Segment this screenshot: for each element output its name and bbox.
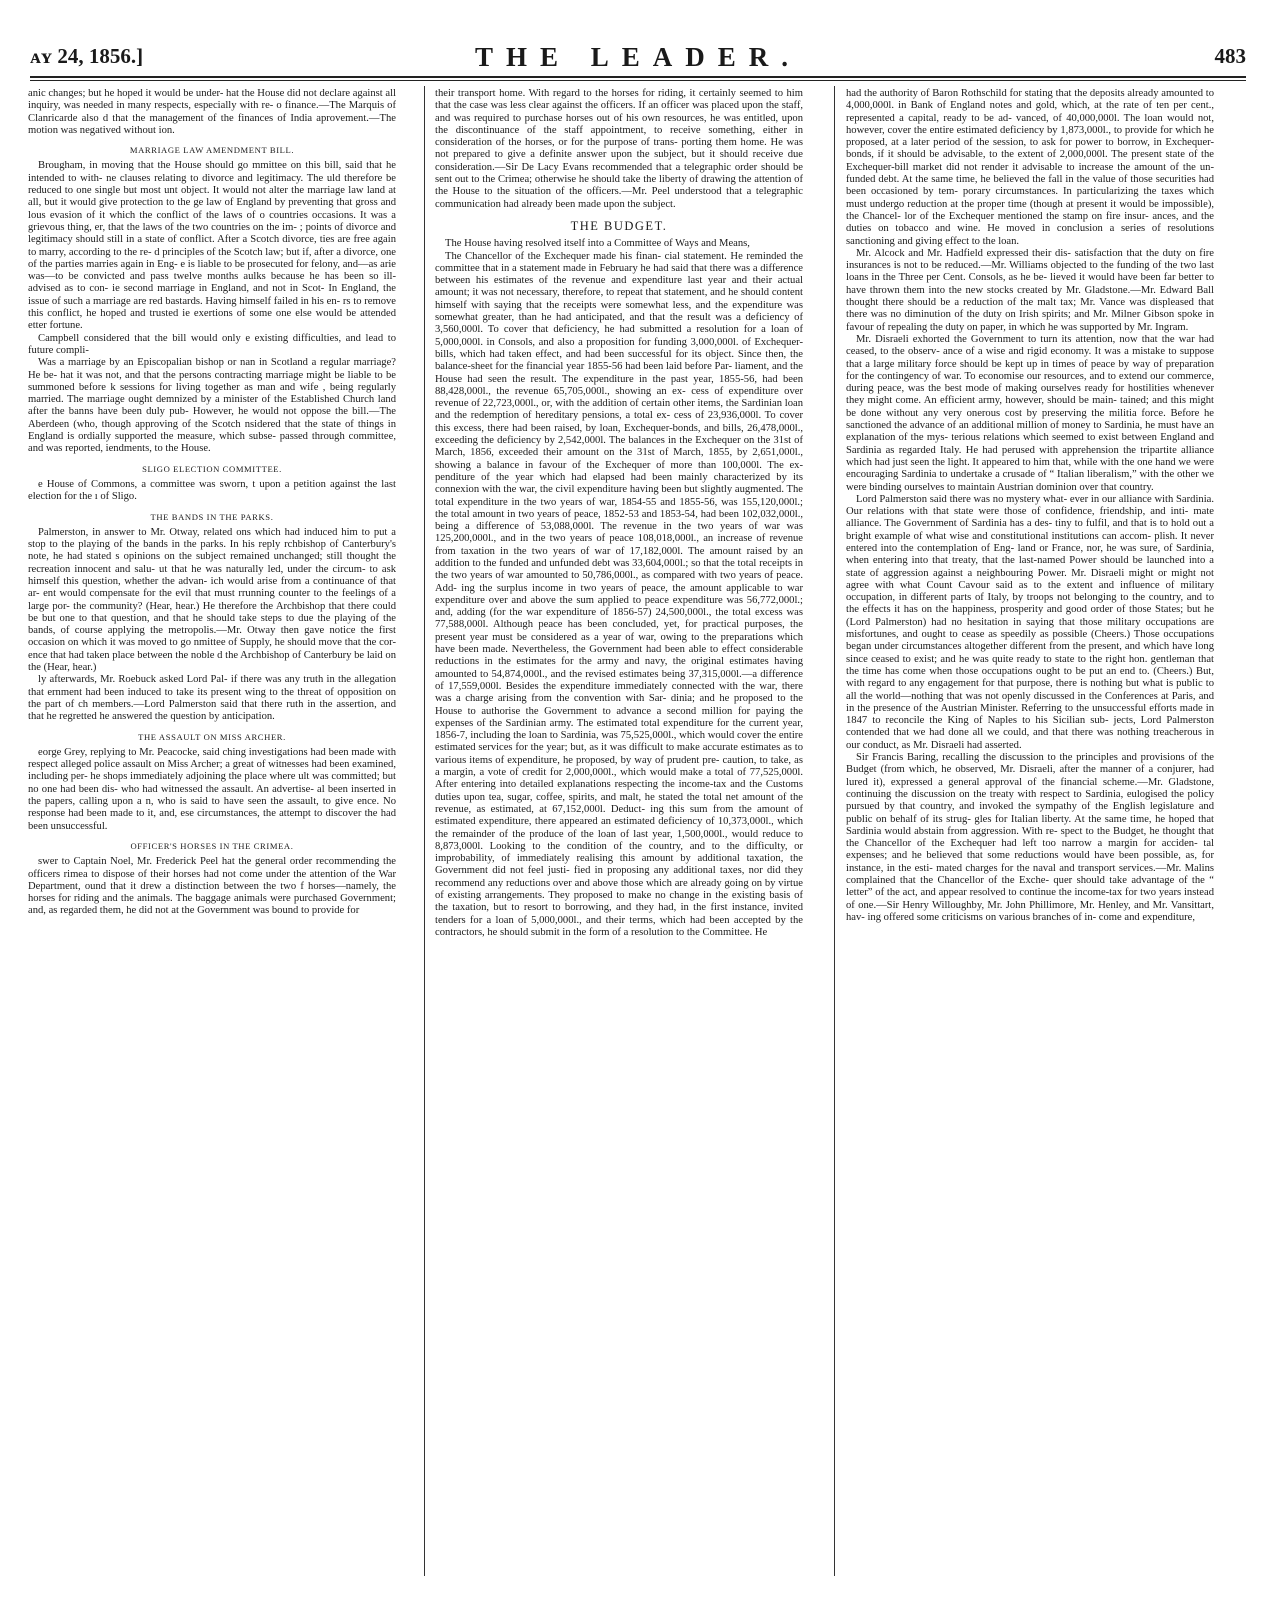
article-paragraph: The House having resolved itself into a Committee of Ways and Means, (445, 238, 750, 250)
column-divider (424, 86, 425, 1576)
article-paragraph: Mr. Alcock and Mr. Hadfield expressed their dis- satisfaction that the duty on fire insurances is not to be reduced.—Mr. Williams objected to the funding of the two last loans in the Three per Cent. Consols, as he be- lieved it would have been far better to have thrown them into the new stocks created by Mr. Gladstone.—Mr. Edward Ball thought there should be a reduction of the malt tax; Mr. Vance was displeased that there was no diminution of the duty on Irish spirits; and Mr. Milner Gibson spoke in favour of repealing the duty on paper, in which he was supported by Mr. Ingram. (846, 247, 1214, 333)
article-paragraph: Sir Francis Baring, recalling the discussion to the principles and provisions of the Budget (from which, he observed, Mr. Disraeli, after the manner of a conjurer, had lured it), expressed a general approval of the financial scheme.—Mr. Gladstone, continuing the discussion on the treaty with respect to Sardinia, eulogised the policy pursued by that country, and invoked the sympathy of the English legislature and public on behalf of its strug- gles for Italian liberty. At the same time, he hoped that Sardinia would abstain from aggression. With re- spect to the Budget, he thought that the Chancellor of the Exchequer had left too narrow a margin for acciden- tal expenses; and he believed that some reductions would have been possible, as, for instance, in the esti- mated charges for the naval and transport services.—Mr. Malins complained that the Chancellor of the Exche- quer should take advantage of the “ letter” of the act, and appear resolved to continue the income-tax for two years instead of one.—Sir Henry Willoughby, Mr. John Phillimore, Mr. Henley, and Mr. Vansittart, hav- ing offered some criticisms on various branches of in- come and expenditure, (846, 752, 1214, 923)
article-paragraph: e House of Commons, a committee was sworn, t upon a petition against the last election for the ı of Sligo. (28, 478, 396, 503)
section-heading: THE BUDGET. (570, 218, 668, 233)
article-paragraph: The Chancellor of the Exchequer made his finan- cial statement. He reminded the committee that in a statement made in February he had said that there was a difference between his estimates of the revenue and expenditure last year and their actual amount; it was not necessary, therefore, to repeat that statement, and he should content himself with saying that the receipts were somewhat less, and the expenditure was somewhat greater, than he had anticipated, and that the result was a deficiency of 3,560,000l. To cover that deficiency, he had submitted a resolution for a loan of 5,000,000l. in Consols, and also a proposition for funding 3,000,000l. of Exchequer-bills, which had taken effect, and had been successful for its object. Since then, the balance-sheet for the financial year 1855-56 had been laid before Par- liament, and the House had seen the result. The expenditure in the past year, 1855-56, had been 88,428,000l., the revenue 65,705,000l., showing an ex- cess of expenditure over revenue of 22,723,000l., or, with the addition of certain other items, the Sardinian loan and the redemption of hereditary pensions, a total ex- cess of 23,936,000l. To cover this excess, there had been raised, by loan, Exchequer-bonds, and bills, 26,478,000l., exceeding the deficiency by 2,542,000l. The balances in the Exchequer on the 31st of March, 1856, exceeded their amount on the 31st of March, 1855, by 2,651,000l., showing a balance in favour of the Exchequer of more than 100,000l. The ex- penditure of the year which had elapsed had been mainly characterized by its connexion with the war, the civil expenditure having been but slightly augmented. The total expenditure in the two years of war, 1854-55 and 1855-56, was 155,120,000l.; the total amount in two years of peace, 1852-53 and 1853-54, had been 102,032,000l., being a difference of 53,088,000l. The revenue in the two years of war was 125,200,000l., and in the two years of peace 108,018,000l., an increase of revenue from taxation in the two years of war of 17,182,000l. The amount raised by an addition to the funded and unfunded debt was 33,604,000l.; so that the total receipts in the two years of war amounted to 50,786,000l., as compared with two years of peace. Add- ing the surplus income in two years of peace, the amount applicable to war expenditure over and above the sum applied to peace expenditure was 56,772,000l.; and, adding (for the war expenditure of 1856-57) 24,500,000l., the total excess was 77,588,000l. Although peace has been concluded, yet, for practical purposes, the present year must be considered as a year of war, owing to the preparations which have been made. Nevertheless, the Government had been able to effect considerable reductions in the estimates for the army and navy, the original estimates having amounted to 54,874,000l., and the revised estimates being 37,315,000l.—a difference of 17,559,000l. Besides the expenditure immediately connected with the war, there was a charge arising from the convention with Sar- dinia; and he proposed to the House to authorise the Government to advance a second million for paying the expenses of the Sardinian army. The estimated total expenditure for the current year, 1856-7, including the loan to Sardinia, was 75,525,000l., which would cover the entire estimated services for the year; but, as it was difficult to make accurate estimates as to various items of expenditure, he proposed, by way of prudent pre- caution, to take, as a margin, a vote of credit for 2,000,000l., which would make a total of 77,525,000l. After entering into detailed explanations respecting the income-tax and the Customs duties upon tea, sugar, coffee, spirits, and malt, he stated the total net amount of the revenue, as estimated, at 67,152,000l. Deduct- ing this sum from the amount of estimated expenditure, there appeared an estimated deficiency of 10,373,000l., which the remainder of the produce of the loan of last year, 1,500,000l., would reduce to 8,873,000l. Looking to the condition of the country, and to the difficulty, or improbability, of immediately realising this amount by additional taxation, the Government did not feel justi- fied in proposing any additional taxes, nor did they recommend any reductions over and above those which are already going on by virtue of existing arrangements. They proposed to make no change in the existing basis of the taxation, but to resort to borrowing, and they had, in the first instance, invited tenders for a loan of 5,000,000l., and their terms, which had been accepted by the contractors, he should submit in the form of a resolution to the Committee. He (435, 250, 803, 938)
article-paragraph: Mr. Disraeli exhorted the Government to turn its attention, now that the war had ceased, to the observ- ance of a wise and rigid economy. It was a mistake to suppose that a large military force should be kept up in times of peace by way of preparation for the contingency of war. To economise our resources, and to extend our commerce, during peace, was the best mode of making ourselves ready for hostilities whenever they might come. An efficient army, however, should be main- tained; and this might be done without any very onerous cost by preserving the militia force. Before he sanctioned the advance of an additional million of money to Sardinia, he must have an explanation of the mys- terious relations which seemed to exist between England and Sardinia as regarded Italy. He had perused with apprehension the tripartite alliance which had just seen the light. It appeared to him that, while with the one hand we were encouraging Sardinia to undertake a crusade of “ Italian liberalism,” with the other we were binding ourselves to maintain Austrian dominion over that country. (846, 333, 1214, 493)
masthead-rule-thin (30, 80, 1246, 81)
masthead-rule-thick (30, 76, 1246, 78)
article-paragraph: Brougham, in moving that the House should go mmittee on this bill, said that he intended to with- ne clauses relating to divorce and legitimacy. The uld therefore be reduced to one single but most unt object. It would not alter the marriage law land at all, but it would give protection to the ge law of England by preventing that gross and lous evasion of it which the conflict of the laws of o countries occasions. It was a grievous thing, er, that the laws of the two countries on the im- ; points of divorce and legitimacy should still in a state of conflict. After a Scotch divorce, ties are free again to marry, according to the re- d principles of the Scotch law; but if, after a divorce, one of the parties marries again in Eng- e is liable to be prosecuted for felony, and—as arie was—to be convicted and pass twelve months aulks because he has been so ill-advised as to con- ie second marriage in England, and not in Scot- In England, the issue of such a marriage are red bastards. Having himself failed in his en- rs to remove this conflict, he hoped and trusted ie exertions of some one else would be attended etter fortune. (28, 160, 396, 332)
article-paragraph: ly afterwards, Mr. Roebuck asked Lord Pal- if there was any truth in the allegation that ernment had been induced to take its present wing to the threat of opposition on the part of ch members.—Lord Palmerston said that there ruth in the assertion, and that he regretted he answered the question by anticipation. (28, 674, 396, 723)
section-subheading: MARRIAGE LAW AMENDMENT BILL. (129, 145, 295, 156)
article-paragraph: had the authority of Baron Rothschild for stating that the deposits already amounted to 4,000,000l. in Bank of England notes and gold, which, at the rate of ten per cent., represented a capital, ready to be ad- vanced, of 40,000,000l. The loan would not, however, cover the entire estimated deficiency by 1,873,000l., to provide for which he proposed, at a later period of the session, to ask for power to borrow, in Exchequer-bonds, if it should be advisable, to the extent of 2,000,000l. The present state of the Exchequer-bill market did not render it advisable to increase the amount of the un- funded debt. At the same time, he believed the fall in the value of those securities had been occasioned by tem- porary circumstances. In particularizing the taxes which must undergo reduction at the proper time (though at present it would be impossible), the Chancel- lor of the Exchequer mentioned the stamp on fire insur- ances, and the duties on tobacco and wine. He moved in conclusion a series of resolutions sanctioning and giving effect to the loan. (846, 88, 1214, 247)
column-3 (846, 88, 1214, 1578)
column-2 (435, 88, 803, 1578)
section-subheading: THE BANDS IN THE PARKS. (150, 511, 274, 522)
article-paragraph: Was a marriage by an Episcopalian bishop or nan in Scotland a regular marriage? He be- hat it was not, and that the persons contracting marriage might be liable to be summoned before k sessions for living together as man and wife , being regularly married. The marriage ought demnized by a minister of the Established Church land after the banns have been duly pub- However, he would not oppose the bill.—The Aberdeen (who, though approving of the Scotch nsidered that the state of things in England is ordially supported the measure, which subse- passed through committee, and was reported, iendments, to the House. (28, 357, 396, 455)
article-paragraph: their transport home. With regard to the horses for riding, it certainly seemed to him that the case was less clear against the officers. If an officer was placed upon the staff, and was required to purchase horses out of his own resources, he was entitled, upon the discontinuance of the staff appointment, to receive something, either in consideration of the horses, or for the purpose of trans- porting them home. He was not prepared to give a definite answer upon the subject, but it should receive due consideration.—Sir De Lacy Evans recommended that a telegraphic order should be sent out to the Crimea; otherwise he should take the liberty of drawing the attention of the House to the situation of the officers.—Mr. Peel understood that a telegraphic communication had already been made upon the subject. (435, 88, 803, 210)
article-paragraph: eorge Grey, replying to Mr. Peacocke, said ching investigations had been made with respect alleged police assault on Miss Archer; a great of witnesses had been examined, including per- he shops immediately adjoining the place where ult was committed; but no one had been dis- who had witnessed the assault. An advertise- al been inserted in the papers, calling upon a n, who is said to have seen the assault, to give ence. No response had been made to it, and, ese circumstances, the attempt to discover the had been unsuccessful. (28, 746, 396, 832)
newspaper-title: THE LEADER. (474, 42, 802, 72)
section-subheading: THE ASSAULT ON MISS ARCHER. (138, 731, 286, 742)
article-paragraph: Campbell considered that the bill would only e existing difficulties, and lead to future compli- (28, 332, 396, 356)
article-paragraph: anic changes; but he hoped it would be under- hat the House did not declare against all inquiry, was needed in many respects, especially with re- o finance.—The Marquis of Clanricarde also d that the management of the finances of India aprovement.—The motion was negatived without ion. (28, 88, 396, 136)
issue-date: ᴀʏ 24, 1856.] (30, 44, 144, 68)
section-subheading: OFFICER'S HORSES IN THE CRIMEA. (130, 840, 294, 851)
column-1 (28, 88, 396, 1578)
masthead (30, 42, 1246, 74)
article-paragraph: swer to Captain Noel, Mr. Frederick Peel hat the general order recommending the officers rimea to dispose of their horses had not come under the attention of the War Department, ound that it drew a distinction between the two f horses—namely, the horses for riding and the animals. The baggage animals were purchased Government; and, as regarded them, he did not at the Government was bound to provide for (28, 856, 396, 917)
page-number: 483 (1214, 44, 1246, 68)
article-paragraph: Palmerston, in answer to Mr. Otway, related ons which had induced him to put a stop to the playing of the bands in the parks. In his reply rchbishop of Canterbury's note, he had stated s opinions on the subject remained unchanged; still thought the recreation innocent and salu- ut that he was naturally led, under the circum- to ask himself this question, whether the advan- ich would arise from a continuance of that ar- ent would compensate for the evil that must rrunning counter to the feelings of a large por- the community? (Hear, hear.) He therefore the Archbishop that there could be but one to that question, and that he should take steps to due the playing of the bands, of course applying the metropolis.—Mr. Otway then gave notice the first occasion on which it was moved to go nmittee of Supply, he should move that the cor- ence that had taken place between the noble d the Archbishop of Canterbury be laid on the (Hear, hear.) (28, 526, 396, 674)
section-subheading: SLIGO ELECTION COMMITTEE. (142, 463, 282, 474)
column-divider (834, 86, 835, 1576)
article-paragraph: Lord Palmerston said there was no mystery what- ever in our alliance with Sardinia. Our relations with that state were those of confidence, friendship, and inti- mate alliance. The Government of Sardinia has a des- tiny to fulfil, and that is to hold out a bright example of what wise and constitutional institutions can accom- plish. It never entered into the contemplation of Eng- land or France, nor, he was sure, of Sardinia, when entering into that treaty, that the last-named Power should be launched into a state of aggression against a neighbouring Power. Mr. Disraeli might or might not agree with what Count Cavour said as to the extent and influence of military occupation, in different parts of Italy, by troops not belonging to the country, and to the effects it has on the happiness, prosperity and good order of those States; but he (Lord Palmerston) had no hesitation in saying that those military occupations are misfortunes, and ought to cease as speedily as possible (Cheers.) Those occupations began under circumstances altogether different from the present, and which have long since ceased to exist; and he was quite ready to state to the right hon. gentleman that the time has come when those occupations ought to be put an end to. (Cheers.) But, with regard to any engagement for that purpose, there is nothing but what is public to all the world—nothing that was not openly discussed in the Conferences at Paris, and in the presence of the Austrian Minister. Referring to the unsuccessful efforts made in 1847 to reconcile the King of Naples to his Sicilian sub- jects, Lord Palmerston contended that we had done all we could, and that there was nothing treacherous in our conduct, as Mr. Disraeli had asserted. (846, 493, 1214, 751)
